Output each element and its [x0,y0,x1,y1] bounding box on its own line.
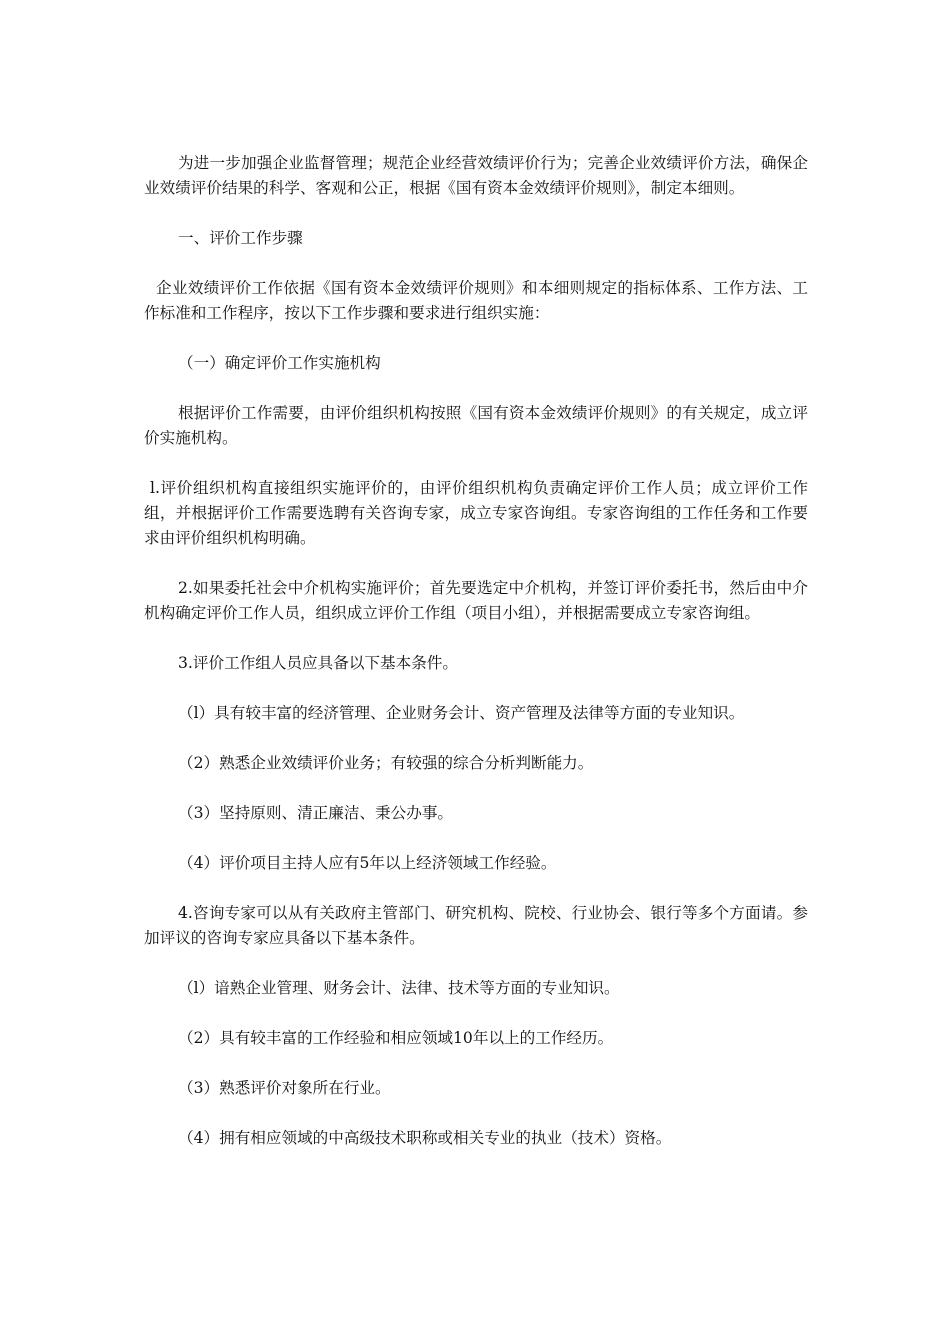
sub-item-expert-2: （2）具有较丰富的工作经验和相应领域10年以上的工作经历。 [178,1029,614,1047]
subsection-heading: （一）确定评价工作实施机构 [178,354,381,372]
sub-item-expert-3: （3）熟悉评价对象所在行业。 [178,1079,391,1097]
list-item-4: 4.咨询专家可以从有关政府主管部门、研究机构、院校、行业协会、银行等多个方面请。参加评议的咨询专家应具备以下基本条件。 [144,904,808,947]
sub-item-expert-1: （l）谙熟企业管理、财务会计、法律、技术等方面的专业知识。 [178,979,620,997]
list-item-3: 3.评价工作组人员应具备以下基本条件。 [178,654,458,672]
sub-item-staff-3: （3）坚持原则、清正廉洁、秉公办事。 [178,804,454,822]
paragraph-intro: 为进一步加强企业监督管理；规范企业经营效绩评价行为；完善企业效绩评价方法，确保企业效绩评价结果的科学、客观和公正，根据《国有资本金效绩评价规则》，制定本细则。 [144,154,808,197]
paragraph-steps-overview: 企业效绩评价工作依据《国有资本金效绩评价规则》和本细则规定的指标体系、工作方法、工作标准和工作程序，按以下工作步骤和要求进行组织实施： [144,279,808,322]
document-body [144,151,808,1151]
sub-item-staff-2: （2）熟悉企业效绩评价业务；有较强的综合分析判断能力。 [178,754,594,772]
list-item-2: 2.如果委托社会中介机构实施评价；首先要选定中介机构，并签订评价委托书，然后由中介机构确定评价工作人员，组织成立评价工作组（项目小组），并根据需要成立专家咨询组。 [144,579,808,622]
section-heading: 一、评价工作步骤 [178,229,303,247]
paragraph-establish-agency: 根据评价工作需要，由评价组织机构按照《国有资本金效绩评价规则》的有关规定，成立评价实施机构。 [144,404,808,447]
list-item-1: l.评价组织机构直接组织实施评价的，由评价组织机构负责确定评价工作人员；成立评价工作组，并根据评价工作需要选聘有关咨询专家，成立专家咨询组。专家咨询组的工作任务和工作要求由评价组织机构明确。 [144,479,808,547]
sub-item-expert-4: （4）拥有相应领域的中高级技术职称或相关专业的执业（技术）资格。 [178,1129,672,1147]
sub-item-staff-4: （4）评价项目主持人应有5年以上经济领域工作经验。 [178,854,557,872]
sub-item-staff-1: （l）具有较丰富的经济管理、企业财务会计、资产管理及法律等方面的专业知识。 [178,704,745,722]
